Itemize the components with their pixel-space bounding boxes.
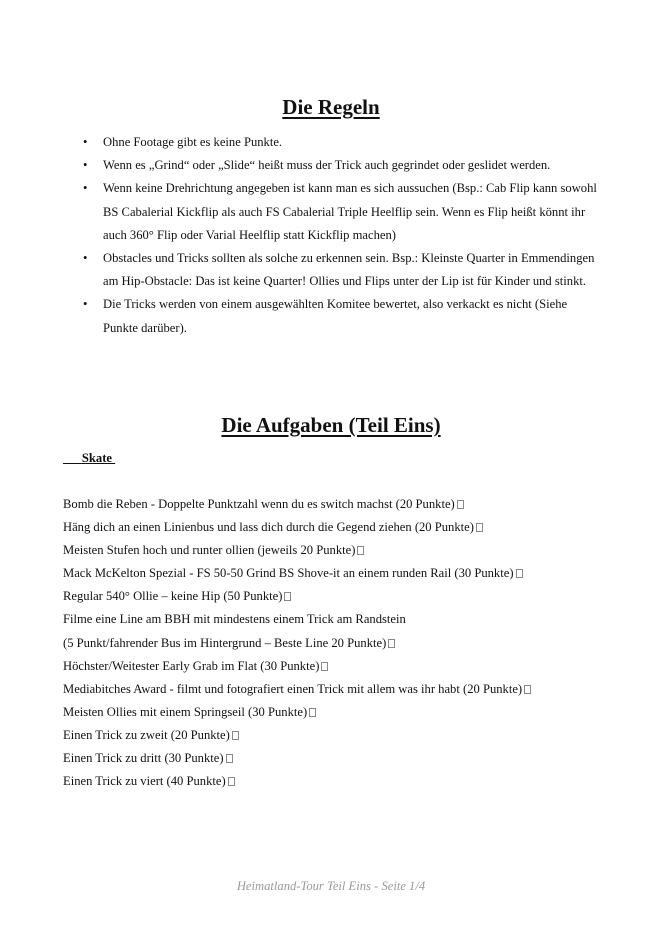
task-text: Höchster/Weitester Early Grab im Flat (30 Punkte) (63, 658, 320, 673)
rule-item (83, 293, 603, 339)
task-item (63, 770, 531, 793)
task-item (63, 516, 531, 539)
checkbox-icon[interactable] (388, 639, 395, 648)
section-label-text: Skate (81, 451, 112, 465)
rule-item (83, 131, 603, 154)
task-item (63, 539, 531, 562)
checkbox-icon[interactable] (516, 569, 523, 578)
bullet-icon: • (83, 135, 88, 149)
task-text: Meisten Ollies mit einem Springseil (30 Punkte) (63, 704, 308, 719)
bullet-icon: • (83, 251, 88, 266)
checkbox-icon[interactable] (228, 777, 235, 786)
tasks-heading: Die Aufgaben (Teil Eins) (221, 413, 441, 437)
task-item (63, 678, 531, 701)
task-text: Einen Trick zu dritt (30 Punkte) (63, 751, 224, 766)
rules-heading: Die Regeln (282, 95, 380, 119)
rule-text: Obstacles und Tricks sollten als solche zu erkennen sein. Bsp.: Kleinste Quarter in Emmendingen am Hip-Obstacle: Das ist keine Quarter! Ollies und Flips unter der Lip ist für Kinder und stinkt. (103, 251, 595, 289)
rule-item (83, 177, 603, 247)
checkbox-icon[interactable] (524, 685, 531, 694)
checkbox-icon[interactable] (284, 592, 291, 601)
task-text: Regular 540° Ollie – keine Hip (50 Punkte) (63, 589, 283, 604)
section-label (63, 451, 115, 466)
task-item (63, 585, 531, 608)
checkbox-icon[interactable] (232, 731, 239, 740)
rules-list (83, 131, 603, 340)
task-item (63, 724, 531, 747)
checkbox-icon[interactable] (357, 546, 364, 555)
task-item (63, 701, 531, 724)
task-item (63, 632, 531, 655)
task-text: Mediabitches Award - filmt und fotografiert einen Trick mit allem was ihr habt (20 Punkte) (63, 681, 523, 696)
task-item (63, 747, 531, 770)
rule-text: Wenn keine Drehrichtung angegeben ist kann man es sich aussuchen (Bsp.: Cab Flip kann sowohl BS Cabalerial Kickflip als auch FS Cabalerial Triple Heelflip sein. Wenn es Flip heißt könnt ihr auch 360° Flip oder Varial Heelflip statt Kickflip machen) (103, 181, 597, 242)
task-item (63, 562, 531, 585)
bullet-icon: • (83, 158, 88, 173)
task-text: Einen Trick zu viert (40 Punkte) (63, 774, 226, 789)
bullet-icon: • (83, 297, 88, 312)
rule-item (83, 154, 603, 177)
bullet-icon: • (83, 181, 88, 196)
checkbox-icon[interactable] (226, 754, 233, 763)
rule-text: Die Tricks werden von einem ausgewählten Komitee bewertet, also verkackt es nicht (Siehe Punkte darüber). (103, 297, 568, 335)
task-text: Häng dich an einen Linienbus und lass dich durch die Gegend ziehen (20 Punkte) (63, 520, 474, 535)
checkbox-icon[interactable] (457, 500, 464, 509)
rule-text: Ohne Footage gibt es keine Punkte. (103, 135, 283, 149)
checkbox-icon[interactable] (476, 523, 483, 532)
task-text: Einen Trick zu zweit (20 Punkte) (63, 727, 230, 742)
task-text: Filme eine Line am BBH mit mindestens einem Trick am Randstein (63, 612, 406, 627)
task-text: Bomb die Reben - Doppelte Punktzahl wenn du es switch machst (20 Punkte) (63, 497, 455, 511)
task-text: (5 Punkt/fahrender Bus im Hintergrund – Beste Line 20 Punkte) (63, 635, 387, 650)
rule-text: Wenn es „Grind“ oder „Slide“ heißt muss der Trick auch gegrindet oder geslidet werden. (103, 158, 551, 173)
task-item (63, 608, 531, 631)
rule-item (83, 247, 603, 293)
tasks-list (63, 493, 531, 793)
task-item (63, 493, 531, 516)
checkbox-icon[interactable] (321, 662, 328, 671)
page-footer: Heimatland-Tour Teil Eins - Seite 1/4 (236, 879, 426, 893)
task-text: Mack McKelton Spezial - FS 50-50 Grind BS Shove-it an einem runden Rail (30 Punkte) (63, 566, 514, 581)
task-text: Meisten Stufen hoch und runter ollien (jeweils 20 Punkte) (63, 543, 356, 558)
task-item (63, 655, 531, 678)
checkbox-icon[interactable] (309, 708, 316, 717)
